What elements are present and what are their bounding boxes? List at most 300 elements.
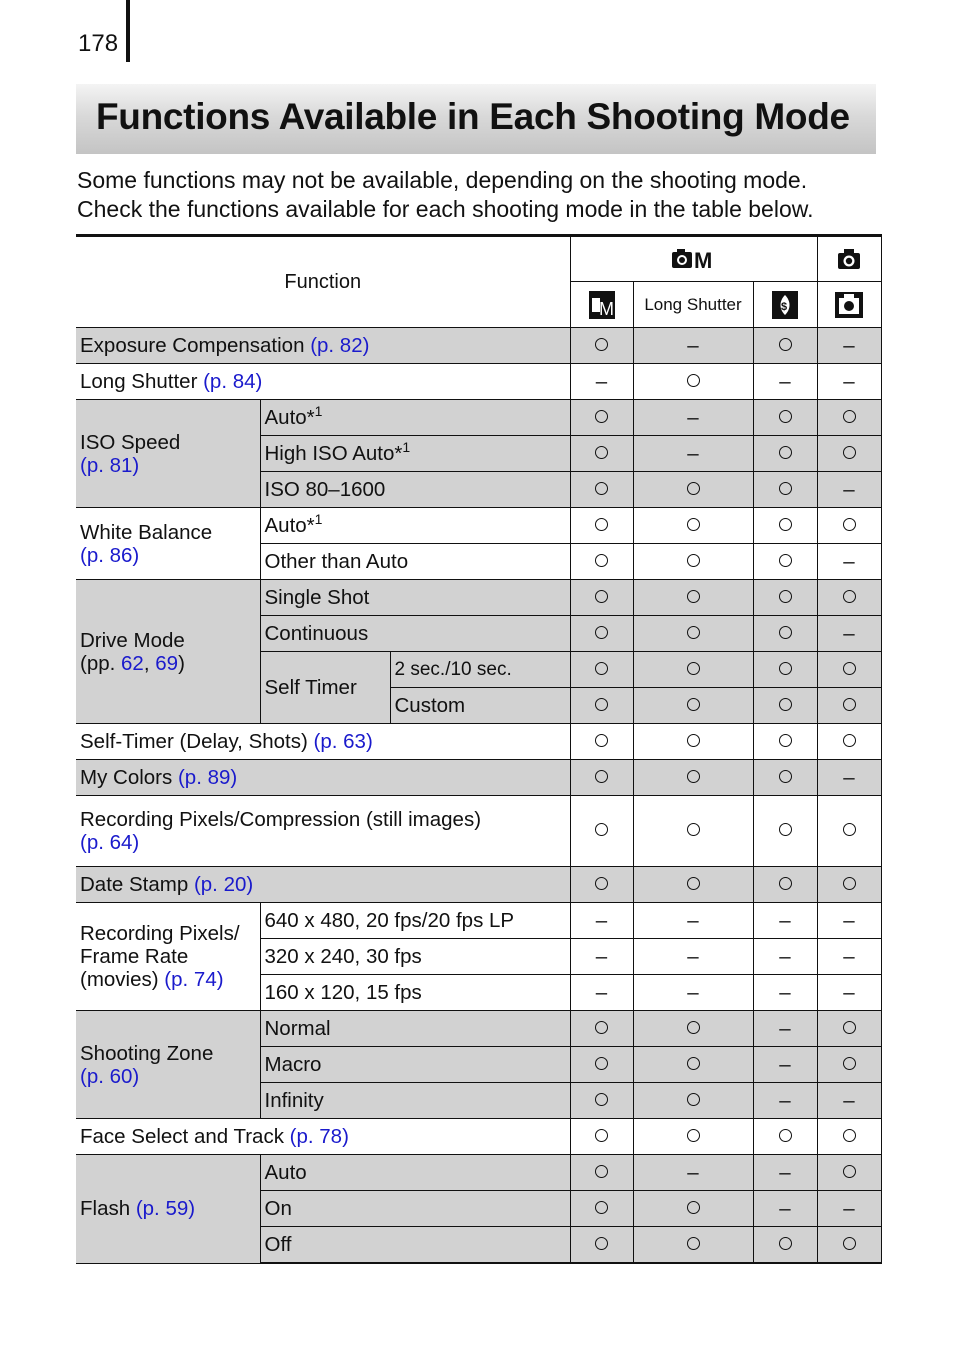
row-label: Auto*	[264, 405, 315, 429]
unavailable-mark: –	[779, 369, 791, 393]
availability-cell	[633, 328, 753, 364]
available-mark	[779, 698, 792, 711]
availability-cell	[817, 652, 881, 688]
available-mark	[779, 823, 792, 836]
unavailable-mark: –	[779, 1052, 791, 1076]
pp-close: )	[178, 651, 185, 675]
sub-function-cell	[260, 1191, 570, 1227]
availability-cell	[633, 508, 753, 544]
unavailable-mark: –	[779, 1160, 791, 1184]
availability-cell	[633, 364, 753, 400]
table-row	[76, 1155, 881, 1191]
availability-cell	[817, 364, 881, 400]
availability-cell	[817, 1083, 881, 1119]
row-label: ISO 80–1600	[264, 477, 386, 501]
row-label: Custom	[394, 693, 466, 717]
available-mark	[687, 877, 700, 890]
availability-cell	[570, 760, 633, 796]
page-ref-link[interactable]: (p. 63)	[313, 729, 373, 753]
intro-text	[77, 166, 897, 224]
table-row	[76, 903, 881, 939]
available-mark	[595, 1057, 608, 1070]
sub-function-cell	[260, 508, 570, 544]
availability-cell	[633, 472, 753, 508]
availability-cell	[817, 760, 881, 796]
table-row	[76, 867, 881, 903]
available-mark	[779, 554, 792, 567]
sub-function-cell	[260, 436, 570, 472]
available-mark	[843, 698, 856, 711]
function-cell	[76, 364, 570, 400]
availability-cell	[753, 1011, 817, 1047]
unavailable-mark: –	[843, 477, 855, 501]
available-mark	[687, 698, 700, 711]
page-ref-link[interactable]: (p. 78)	[289, 1124, 349, 1148]
function-group-cell	[76, 1155, 260, 1264]
availability-cell	[633, 1011, 753, 1047]
camera-m-mode-icon	[670, 246, 718, 272]
availability-cell	[817, 939, 881, 975]
row-label: Off	[264, 1232, 292, 1256]
row-label: White Balance	[80, 520, 213, 544]
available-mark	[687, 626, 700, 639]
availability-cell	[753, 328, 817, 364]
page-ref-link[interactable]: 62	[121, 651, 144, 675]
available-mark	[687, 1093, 700, 1106]
row-label: Drive Mode	[80, 628, 185, 652]
available-mark	[595, 590, 608, 603]
row-label: 160 x 120, 15 fps	[264, 980, 422, 1004]
self-timer-cell	[260, 652, 390, 724]
available-mark	[843, 662, 856, 675]
row-label: Face Select and Track	[80, 1124, 290, 1148]
availability-cell	[753, 1083, 817, 1119]
availability-cell	[817, 724, 881, 760]
unavailable-mark: –	[687, 405, 699, 429]
available-mark	[843, 823, 856, 836]
unavailable-mark: –	[843, 908, 855, 932]
availability-cell	[753, 760, 817, 796]
available-mark	[843, 1237, 856, 1250]
table-row	[76, 400, 881, 436]
availability-cell	[817, 616, 881, 652]
available-mark	[779, 518, 792, 531]
available-mark	[687, 770, 700, 783]
sub-function-cell	[260, 939, 570, 975]
availability-cell	[753, 939, 817, 975]
function-group-cell	[76, 400, 260, 508]
availability-cell	[570, 400, 633, 436]
table-row	[76, 724, 881, 760]
available-mark	[687, 662, 700, 675]
available-mark	[779, 482, 792, 495]
sub-function-cell	[260, 903, 570, 939]
availability-cell	[633, 760, 753, 796]
intro-line-2: Check the functions available for each shooting mode in the table below.	[77, 196, 814, 222]
availability-cell	[753, 867, 817, 903]
availability-cell	[753, 472, 817, 508]
available-mark	[595, 482, 608, 495]
row-label: Recording Pixels/Compression (still images)	[80, 808, 482, 831]
available-mark	[687, 518, 700, 531]
page-ref-link[interactable]: (p. 81)	[80, 453, 140, 477]
available-mark	[595, 1129, 608, 1142]
camera-auto-frame-icon	[834, 290, 864, 320]
available-mark	[779, 338, 792, 351]
row-label: Other than Auto	[264, 549, 409, 573]
availability-cell	[633, 796, 753, 867]
availability-cell	[570, 328, 633, 364]
unavailable-mark: –	[779, 1016, 791, 1040]
available-mark	[595, 446, 608, 459]
availability-cell	[753, 652, 817, 688]
pp-open: (pp.	[80, 651, 122, 675]
unavailable-mark: –	[595, 908, 608, 932]
sub-function-cell	[260, 1227, 570, 1264]
footnote-marker: 1	[314, 402, 323, 419]
intro-line-1: Some functions may not be available, depending on the shooting mode.	[77, 167, 808, 193]
availability-cell	[753, 1191, 817, 1227]
available-mark	[595, 338, 608, 351]
availability-cell	[753, 1047, 817, 1083]
available-mark	[779, 446, 792, 459]
availability-cell	[570, 867, 633, 903]
availability-cell	[570, 472, 633, 508]
availability-cell	[817, 1227, 881, 1264]
unavailable-mark: –	[687, 333, 699, 357]
availability-cell	[753, 1227, 817, 1264]
availability-cell	[570, 508, 633, 544]
unavailable-mark: –	[779, 1088, 791, 1112]
row-label: 320 x 240, 30 fps	[264, 944, 422, 968]
row-label: Macro	[264, 1052, 322, 1076]
table-row	[76, 328, 881, 364]
available-mark	[779, 1129, 792, 1142]
available-mark	[687, 374, 700, 387]
page-ref-link[interactable]: (p. 59)	[135, 1197, 196, 1221]
availability-cell	[570, 1227, 633, 1264]
available-mark	[595, 410, 608, 423]
table-row	[76, 1119, 881, 1155]
availability-cell	[633, 1227, 753, 1264]
function-cell	[76, 328, 570, 364]
available-mark	[595, 734, 608, 747]
sub-function-cell	[260, 472, 570, 508]
function-cell	[76, 760, 570, 796]
availability-cell	[817, 903, 881, 939]
row-label: Single Shot	[264, 585, 370, 609]
available-mark	[687, 1057, 700, 1070]
row-label: Frame Rate	[80, 945, 189, 968]
available-mark	[843, 1021, 856, 1034]
unavailable-mark: –	[779, 1196, 791, 1220]
availability-cell	[817, 796, 881, 867]
page-ref-link[interactable]: (p. 89)	[177, 765, 238, 789]
available-mark	[595, 626, 608, 639]
available-mark	[687, 1201, 700, 1214]
available-mark	[687, 554, 700, 567]
availability-cell	[817, 1155, 881, 1191]
available-mark	[843, 410, 856, 423]
availability-cell	[570, 975, 633, 1011]
available-mark	[687, 1129, 700, 1142]
available-mark	[843, 1165, 856, 1178]
availability-cell	[633, 1083, 753, 1119]
available-mark	[595, 823, 608, 836]
availability-cell	[570, 544, 633, 580]
row-label: Infinity	[264, 1088, 324, 1112]
available-mark	[779, 1237, 792, 1250]
available-mark	[687, 823, 700, 836]
availability-cell	[570, 724, 633, 760]
unavailable-mark: –	[843, 369, 855, 393]
availability-cell	[817, 1191, 881, 1227]
availability-cell	[817, 1047, 881, 1083]
row-label: Exposure Compensation	[80, 333, 311, 357]
availability-cell	[633, 867, 753, 903]
unavailable-mark: –	[595, 944, 608, 968]
row-label: Normal	[264, 1016, 331, 1040]
function-group-cell	[76, 580, 260, 724]
table-row	[76, 796, 881, 867]
sub-function-cell	[260, 1155, 570, 1191]
page-ref-link[interactable]: (p. 64)	[80, 831, 140, 854]
availability-cell	[570, 616, 633, 652]
available-mark	[595, 1093, 608, 1106]
function-cell	[76, 724, 570, 760]
function-cell	[76, 796, 570, 867]
availability-cell	[817, 328, 881, 364]
availability-cell	[570, 580, 633, 616]
unavailable-mark: –	[687, 944, 699, 968]
availability-cell	[633, 688, 753, 724]
unavailable-mark: –	[687, 441, 699, 465]
availability-cell	[633, 724, 753, 760]
availability-cell	[817, 688, 881, 724]
availability-cell	[633, 1155, 753, 1191]
function-group-cell	[76, 508, 260, 580]
page-ref-link[interactable]: (p. 84)	[203, 369, 263, 393]
available-mark	[779, 410, 792, 423]
row-label: 640 x 480, 20 fps/20 fps LP	[264, 908, 515, 932]
unavailable-mark: –	[779, 908, 791, 932]
row-label: Recording Pixels/	[80, 922, 240, 945]
availability-cell	[570, 1011, 633, 1047]
row-label: On	[264, 1196, 292, 1220]
camera-auto-icon	[835, 247, 863, 271]
unavailable-mark: –	[779, 980, 791, 1004]
available-mark	[779, 590, 792, 603]
available-mark	[595, 554, 608, 567]
manual-mode-header	[570, 282, 633, 328]
row-label: Auto	[264, 1160, 307, 1184]
row-label: Shooting Zone	[80, 1041, 214, 1065]
availability-cell	[753, 1119, 817, 1155]
availability-cell	[570, 436, 633, 472]
footnote-marker: 1	[314, 510, 323, 527]
availability-cell	[817, 975, 881, 1011]
svg-text:M: M	[598, 298, 614, 319]
availability-cell	[817, 472, 881, 508]
row-label: Self Timer	[264, 675, 357, 699]
available-mark	[779, 734, 792, 747]
unavailable-mark: –	[595, 980, 608, 1004]
sub-function-cell	[260, 616, 570, 652]
unavailable-mark: –	[687, 980, 699, 1004]
page-ref-link[interactable]: (p. 60)	[80, 1064, 140, 1088]
m-mode-group-header	[570, 236, 817, 282]
available-mark	[687, 590, 700, 603]
table-row	[76, 508, 881, 544]
availability-cell	[633, 544, 753, 580]
available-mark	[687, 734, 700, 747]
function-group-cell	[76, 903, 260, 1011]
available-mark	[843, 1129, 856, 1142]
sub-function-cell	[260, 400, 570, 436]
table-row	[76, 760, 881, 796]
availability-cell	[633, 652, 753, 688]
available-mark	[595, 518, 608, 531]
availability-cell	[633, 436, 753, 472]
available-mark	[595, 770, 608, 783]
available-mark	[595, 1201, 608, 1214]
row-label: Long Shutter	[80, 369, 204, 393]
macro-mode-header	[753, 282, 817, 328]
availability-cell	[753, 616, 817, 652]
availability-cell	[570, 796, 633, 867]
functions-table	[76, 234, 882, 1264]
availability-cell	[570, 652, 633, 688]
digital-macro-icon	[770, 289, 800, 321]
sub-function-cell	[390, 688, 570, 724]
available-mark	[779, 770, 792, 783]
availability-cell	[633, 580, 753, 616]
page-number: 178	[78, 30, 119, 57]
row-label: Self-Timer (Delay, Shots)	[80, 729, 314, 753]
title-band	[76, 84, 876, 154]
row-label: My Colors	[80, 765, 178, 789]
row-label: Date Stamp	[80, 872, 194, 896]
sub-function-cell	[260, 580, 570, 616]
available-mark	[843, 590, 856, 603]
availability-cell	[753, 796, 817, 867]
function-cell	[76, 867, 570, 903]
availability-cell	[817, 544, 881, 580]
page-number-rule	[126, 0, 130, 62]
sub-function-cell	[260, 1083, 570, 1119]
page-ref-link[interactable]: (p. 20)	[193, 872, 254, 896]
available-mark	[843, 1057, 856, 1070]
availability-cell	[753, 724, 817, 760]
availability-cell	[633, 939, 753, 975]
svg-text:M: M	[693, 248, 712, 272]
comma: ,	[143, 651, 156, 675]
availability-cell	[817, 867, 881, 903]
sub-function-cell	[260, 975, 570, 1011]
available-mark	[595, 1237, 608, 1250]
table-row	[76, 1011, 881, 1047]
availability-cell	[633, 400, 753, 436]
availability-cell	[570, 1083, 633, 1119]
availability-cell	[570, 1155, 633, 1191]
unavailable-mark: –	[595, 369, 608, 393]
page-ref-link[interactable]: (p. 74)	[164, 968, 224, 991]
row-label: High ISO Auto*	[264, 441, 403, 465]
availability-cell	[817, 400, 881, 436]
availability-cell	[753, 975, 817, 1011]
unavailable-mark: –	[843, 944, 855, 968]
footnote-marker: 1	[402, 438, 411, 455]
unavailable-mark: –	[779, 944, 791, 968]
availability-cell	[753, 508, 817, 544]
unavailable-mark: –	[843, 980, 855, 1004]
auto-frame-header	[817, 282, 881, 328]
available-mark	[595, 1165, 608, 1178]
available-mark	[595, 877, 608, 890]
availability-cell	[753, 436, 817, 472]
available-mark	[843, 446, 856, 459]
available-mark	[687, 1021, 700, 1034]
available-mark	[595, 1021, 608, 1034]
available-mark	[595, 698, 608, 711]
availability-cell	[633, 975, 753, 1011]
manual-mode-icon	[587, 289, 617, 321]
availability-cell	[817, 508, 881, 544]
availability-cell	[633, 903, 753, 939]
available-mark	[779, 877, 792, 890]
page-ref-link[interactable]: 69	[155, 651, 179, 675]
page-ref-link[interactable]: (p. 82)	[310, 333, 370, 357]
row-label: Flash	[80, 1197, 136, 1221]
availability-cell	[570, 939, 633, 975]
unavailable-mark: –	[843, 765, 855, 789]
page-title: Functions Available in Each Shooting Mode	[96, 96, 850, 137]
availability-cell	[570, 1119, 633, 1155]
availability-cell	[817, 580, 881, 616]
availability-cell	[753, 364, 817, 400]
sub-function-cell	[260, 544, 570, 580]
page-ref-link[interactable]: (p. 86)	[80, 543, 140, 567]
table-row	[76, 364, 881, 400]
unavailable-mark: –	[843, 1196, 855, 1220]
unavailable-mark: –	[843, 549, 855, 573]
availability-cell	[817, 1119, 881, 1155]
row-label: 2 sec./10 sec.	[394, 658, 512, 680]
auto-group-header	[817, 236, 881, 282]
available-mark	[595, 662, 608, 675]
unavailable-mark: –	[843, 621, 855, 645]
availability-cell	[753, 1155, 817, 1191]
availability-cell	[817, 436, 881, 472]
available-mark	[687, 1237, 700, 1250]
availability-cell	[633, 616, 753, 652]
available-mark	[843, 877, 856, 890]
svg-text:$: $	[781, 300, 788, 313]
row-label: (movies)	[80, 968, 165, 991]
unavailable-mark: –	[843, 333, 855, 357]
available-mark	[687, 482, 700, 495]
sub-function-cell	[260, 1047, 570, 1083]
sub-function-cell	[390, 652, 570, 688]
availability-cell	[570, 688, 633, 724]
availability-cell	[633, 1119, 753, 1155]
availability-cell	[753, 400, 817, 436]
row-label: Continuous	[264, 621, 369, 645]
table-row	[76, 580, 881, 616]
unavailable-mark: –	[843, 1088, 855, 1112]
unavailable-mark: –	[687, 908, 699, 932]
unavailable-mark: –	[687, 1160, 699, 1184]
